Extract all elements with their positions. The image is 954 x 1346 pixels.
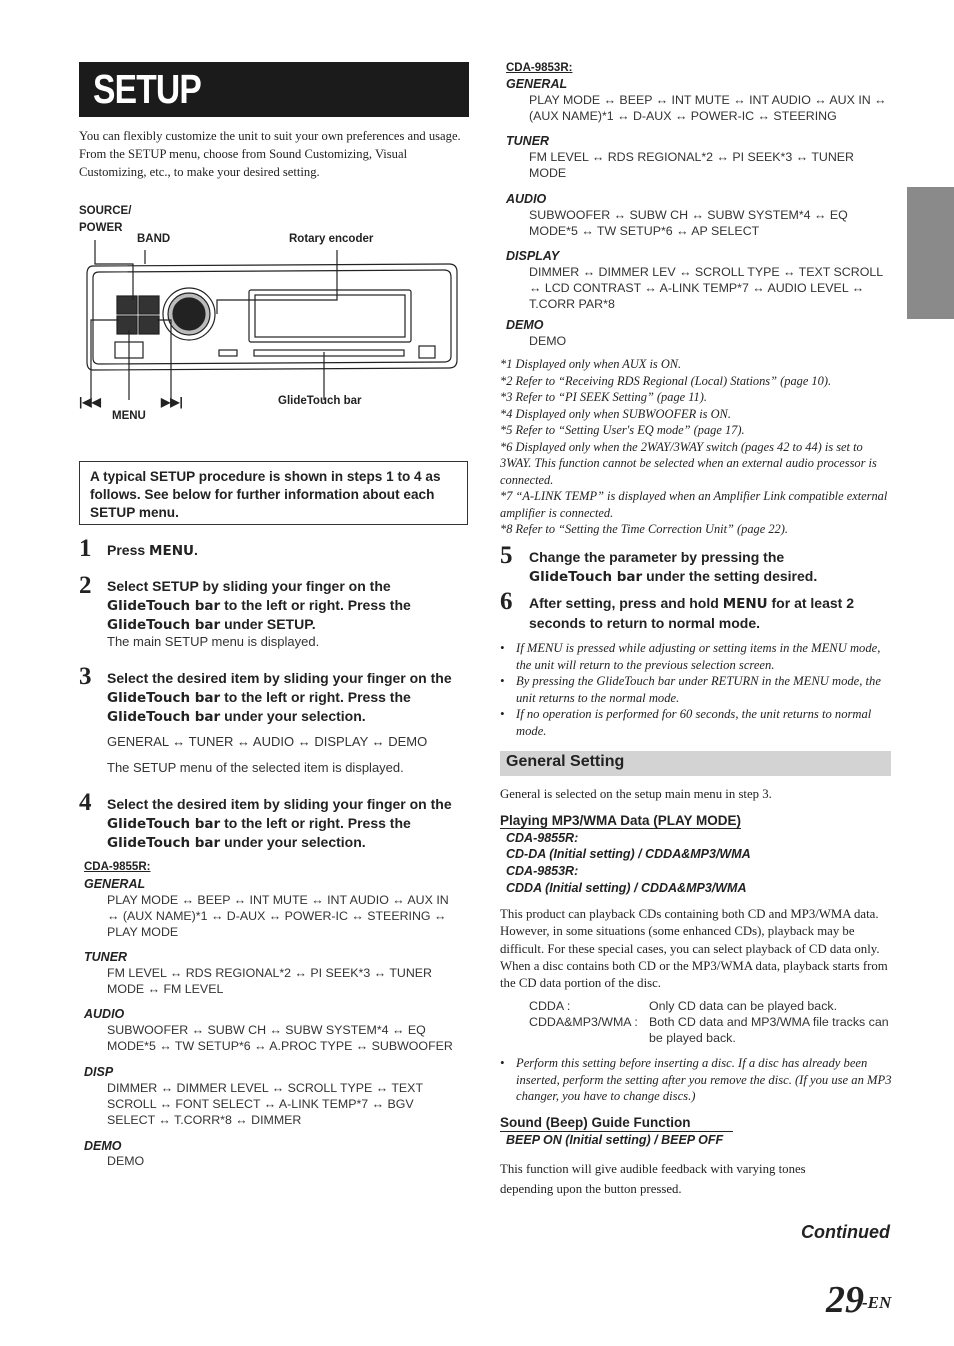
intro-paragraph: You can flexibly customize the unit to suit your own preferences and usage. From the SETUP menu, choose from Sound Customizing, Visual Customizing, etc., to make your desired setting. — [79, 129, 461, 179]
cda9855r-tuner-items: FM LEVEL ↔ RDS REGIONAL*2 ↔ PI SEEK*3 ↔ TUNER MODE ↔ FM LEVEL — [107, 966, 432, 996]
bullet-list — [500, 640, 892, 739]
bullet-item: • If MENU is pressed while adjusting or setting items in the MENU mode, the unit will return to the previous selection screen. — [500, 641, 881, 672]
cda9853r-audio-items: SUBWOOFER ↔ SUBW CH ↔ SUBW SYSTEM*4 ↔ EQ MODE*5 ↔ TW SETUP*6 ↔ AP SELECT — [529, 208, 848, 238]
play-mode-body: This product can playback CDs containing both CD and MP3/WMA data. However, in some situations (some enhanced CDs), playback may be difficult. For these special cases, you can select playback of CD data only. When a disc contains both CD or the MP3/WMA data, playback starts from the CD data portion of the disc. — [500, 907, 888, 991]
step-6-text: After setting, press and hold MENU for at least 2 seconds to return to normal mode. — [529, 595, 854, 631]
play-mode-model-2: CDA-9853R: — [506, 864, 579, 878]
footnotes — [500, 356, 892, 538]
step-1-post: . — [193, 542, 198, 558]
continued-label: Continued — [801, 1222, 890, 1242]
option-cdda-key: CDDA : — [529, 999, 571, 1013]
beep-heading: Sound (Beep) Guide Function — [500, 1115, 691, 1130]
cda9855r-disp-heading: DISP — [84, 1065, 114, 1079]
label-source-power-2: POWER — [79, 222, 123, 234]
cda9853r-demo-heading: DEMO — [506, 318, 544, 332]
general-setting-header — [500, 751, 891, 776]
label-band: BAND — [137, 233, 171, 245]
step-3-note: The SETUP menu of the selected item is displayed. — [107, 760, 404, 775]
procedure-note-box: A typical SETUP procedure is shown in steps 1 to 4 as follows. See below for further information about each SETUP menu. — [79, 461, 468, 525]
beep-underline — [500, 1131, 733, 1132]
cda9853r-demo-items: DEMO — [529, 334, 567, 348]
step-1-pre: Press — [107, 542, 150, 558]
step-5-number: 5 — [500, 542, 513, 569]
option-cdda-mp3-key: CDDA&MP3/WMA : — [529, 1015, 638, 1029]
footnote: *1 Displayed only when AUX is ON. — [500, 357, 682, 371]
play-mode-heading: Playing MP3/WMA Data (PLAY MODE) — [500, 813, 742, 828]
footnote: *5 Refer to “Setting User's EQ mode” (page 17). — [500, 423, 745, 437]
footnote: *2 Refer to “Receiving RDS Regional (Local) Stations” (page 10). — [500, 373, 832, 388]
step-5-text: Change the parameter by pressing the GlideTouch bar under the setting desired. — [529, 549, 818, 585]
cda9855r-audio-heading: AUDIO — [84, 1007, 125, 1021]
general-setting-intro: General is selected on the setup main menu in step 3. — [500, 787, 772, 801]
label-glidetouch-bar: GlideTouch bar — [278, 395, 362, 407]
label-source-power: SOURCE/ — [79, 205, 132, 217]
cda9853r-model: CDA-9853R: — [506, 62, 573, 74]
step-2-note: The main SETUP menu is displayed. — [107, 634, 320, 649]
play-mode-model-2-options: CDDA (Initial setting) / CDDA&MP3/WMA — [506, 881, 747, 895]
step-2-text: Select SETUP by sliding your finger on the GlideTouch bar to the left or right. Press the GlideTouch bar under SETUP. — [107, 578, 411, 633]
cda9853r-display-heading: DISPLAY — [506, 249, 560, 263]
step-4-number: 4 — [79, 789, 92, 816]
label-rotary-encoder: Rotary encoder — [289, 233, 374, 245]
general-setting-title: General Setting — [506, 753, 625, 770]
footnote: *4 Displayed only when SUBWOOFER is ON. — [500, 406, 731, 421]
menu-key: MENU — [149, 543, 194, 559]
cda9853r-general-items: PLAY MODE ↔ BEEP ↔ INT MUTE ↔ INT AUDIO ↔ AUX IN ↔ (AUX NAME)*1 ↔ D-AUX ↔ POWER-IC ↔ STEERING — [529, 93, 887, 123]
cda9853r-tuner-heading: TUNER — [506, 134, 550, 148]
option-cdda-mp3-value: Both CD data and MP3/WMA file tracks can be played back. — [649, 1015, 889, 1045]
beep-options: BEEP ON (Initial setting) / BEEP OFF — [506, 1133, 724, 1147]
head-unit-diagram — [79, 240, 469, 400]
page-number: 29 — [826, 1279, 864, 1321]
beep-body: This function will give audible feedback with varying tones depending upon the button pressed. — [500, 1162, 806, 1196]
footnote: *8 Refer to “Setting the Time Correction Unit” (page 22). — [500, 522, 788, 536]
label-prev-track: |◀◀ — [79, 395, 101, 409]
play-mode-model-1-options: CD-DA (Initial setting) / CDDA&MP3/WMA — [506, 847, 751, 861]
page-suffix: -EN — [862, 1293, 892, 1312]
cda9855r-audio-items: SUBWOOFER ↔ SUBW CH ↔ SUBW SYSTEM*4 ↔ EQ MODE*5 ↔ TW SETUP*6 ↔ A.PROC TYPE ↔ SUBWOOFER — [107, 1023, 453, 1053]
play-mode-model-1: CDA-9855R: — [506, 831, 579, 845]
option-cdda-value: Only CD data can be played back. — [649, 999, 838, 1013]
cda9855r-general-items: PLAY MODE ↔ BEEP ↔ INT MUTE ↔ INT AUDIO ↔ AUX IN ↔ (AUX NAME)*1 ↔ D-AUX ↔ POWER-IC ↔ STEERING ↔ PLAY MODE — [107, 893, 449, 939]
cda9853r-tuner-items: FM LEVEL ↔ RDS REGIONAL*2 ↔ PI SEEK*3 ↔ TUNER MODE — [529, 150, 854, 180]
step-3-text: Select the desired item by sliding your finger on the GlideTouch bar to the left or right. Press the GlideTouch bar under your selection. — [107, 670, 452, 725]
cda9855r-model: CDA-9855R: — [84, 861, 151, 873]
footnote: *7 “A-LINK TEMP” is displayed when an Amplifier Link compatible external amplifier is connected. — [500, 489, 888, 520]
step-3-menu-line: GENERAL ↔ TUNER ↔ AUDIO ↔ DISPLAY ↔ DEMO — [107, 734, 428, 749]
step-3-number: 3 — [79, 663, 92, 690]
step-1-text — [107, 541, 198, 561]
side-tab — [907, 187, 954, 319]
cda9855r-demo-heading: DEMO — [84, 1139, 122, 1153]
cda9855r-general-heading: GENERAL — [84, 877, 146, 891]
label-menu: MENU — [112, 410, 146, 422]
label-next-track: ▶▶| — [161, 395, 183, 409]
bullet-item: • If no operation is performed for 60 seconds, the unit returns to normal mode. — [500, 707, 872, 738]
play-mode-bullet: • Perform this setting before inserting a disc. If a disc has already been inserted, perform the setting after you remove the disc. (If you use an MP3 changer, you have to change discs.) — [500, 1056, 892, 1103]
cda9853r-display-items: DIMMER ↔ DIMMER LEV ↔ SCROLL TYPE ↔ TEXT SCROLL ↔ LCD CONTRAST ↔ A-LINK TEMP*7 ↔ AUDIO LEVEL ↔ T.CORR PAR*8 — [529, 265, 883, 311]
cda9855r-tuner-heading: TUNER — [84, 950, 128, 964]
cda9853r-audio-heading: AUDIO — [506, 192, 547, 206]
step-2-number: 2 — [79, 572, 92, 599]
cda9853r-general-heading: GENERAL — [506, 77, 568, 91]
step-4-text: Select the desired item by sliding your finger on the GlideTouch bar to the left or right. Press the GlideTouch bar under your selection. — [107, 796, 452, 851]
footnote: *3 Refer to “PI SEEK Setting” (page 11). — [500, 390, 707, 404]
bullet-item: • By pressing the GlideTouch bar under RETURN in the MENU mode, the unit returns to the normal mode. — [500, 674, 881, 705]
cda9855r-demo-items: DEMO — [107, 1154, 145, 1168]
page-title-bar — [79, 62, 469, 117]
cda9855r-disp-items: DIMMER ↔ DIMMER LEVEL ↔ SCROLL TYPE ↔ TEXT SCROLL ↔ FONT SELECT ↔ A-LINK TEMP*7 ↔ BGV SELECT ↔ T.CORR*8 ↔ DIMMER — [107, 1081, 423, 1127]
step-6-number: 6 — [500, 588, 513, 615]
step-1-number: 1 — [79, 535, 92, 562]
footnote: *6 Displayed only when the 2WAY/3WAY switch (pages 42 to 44) is set to 3WAY. This function cannot be selected when an external audio processor is connected. — [500, 439, 877, 487]
page-title: SETUP — [93, 66, 201, 112]
